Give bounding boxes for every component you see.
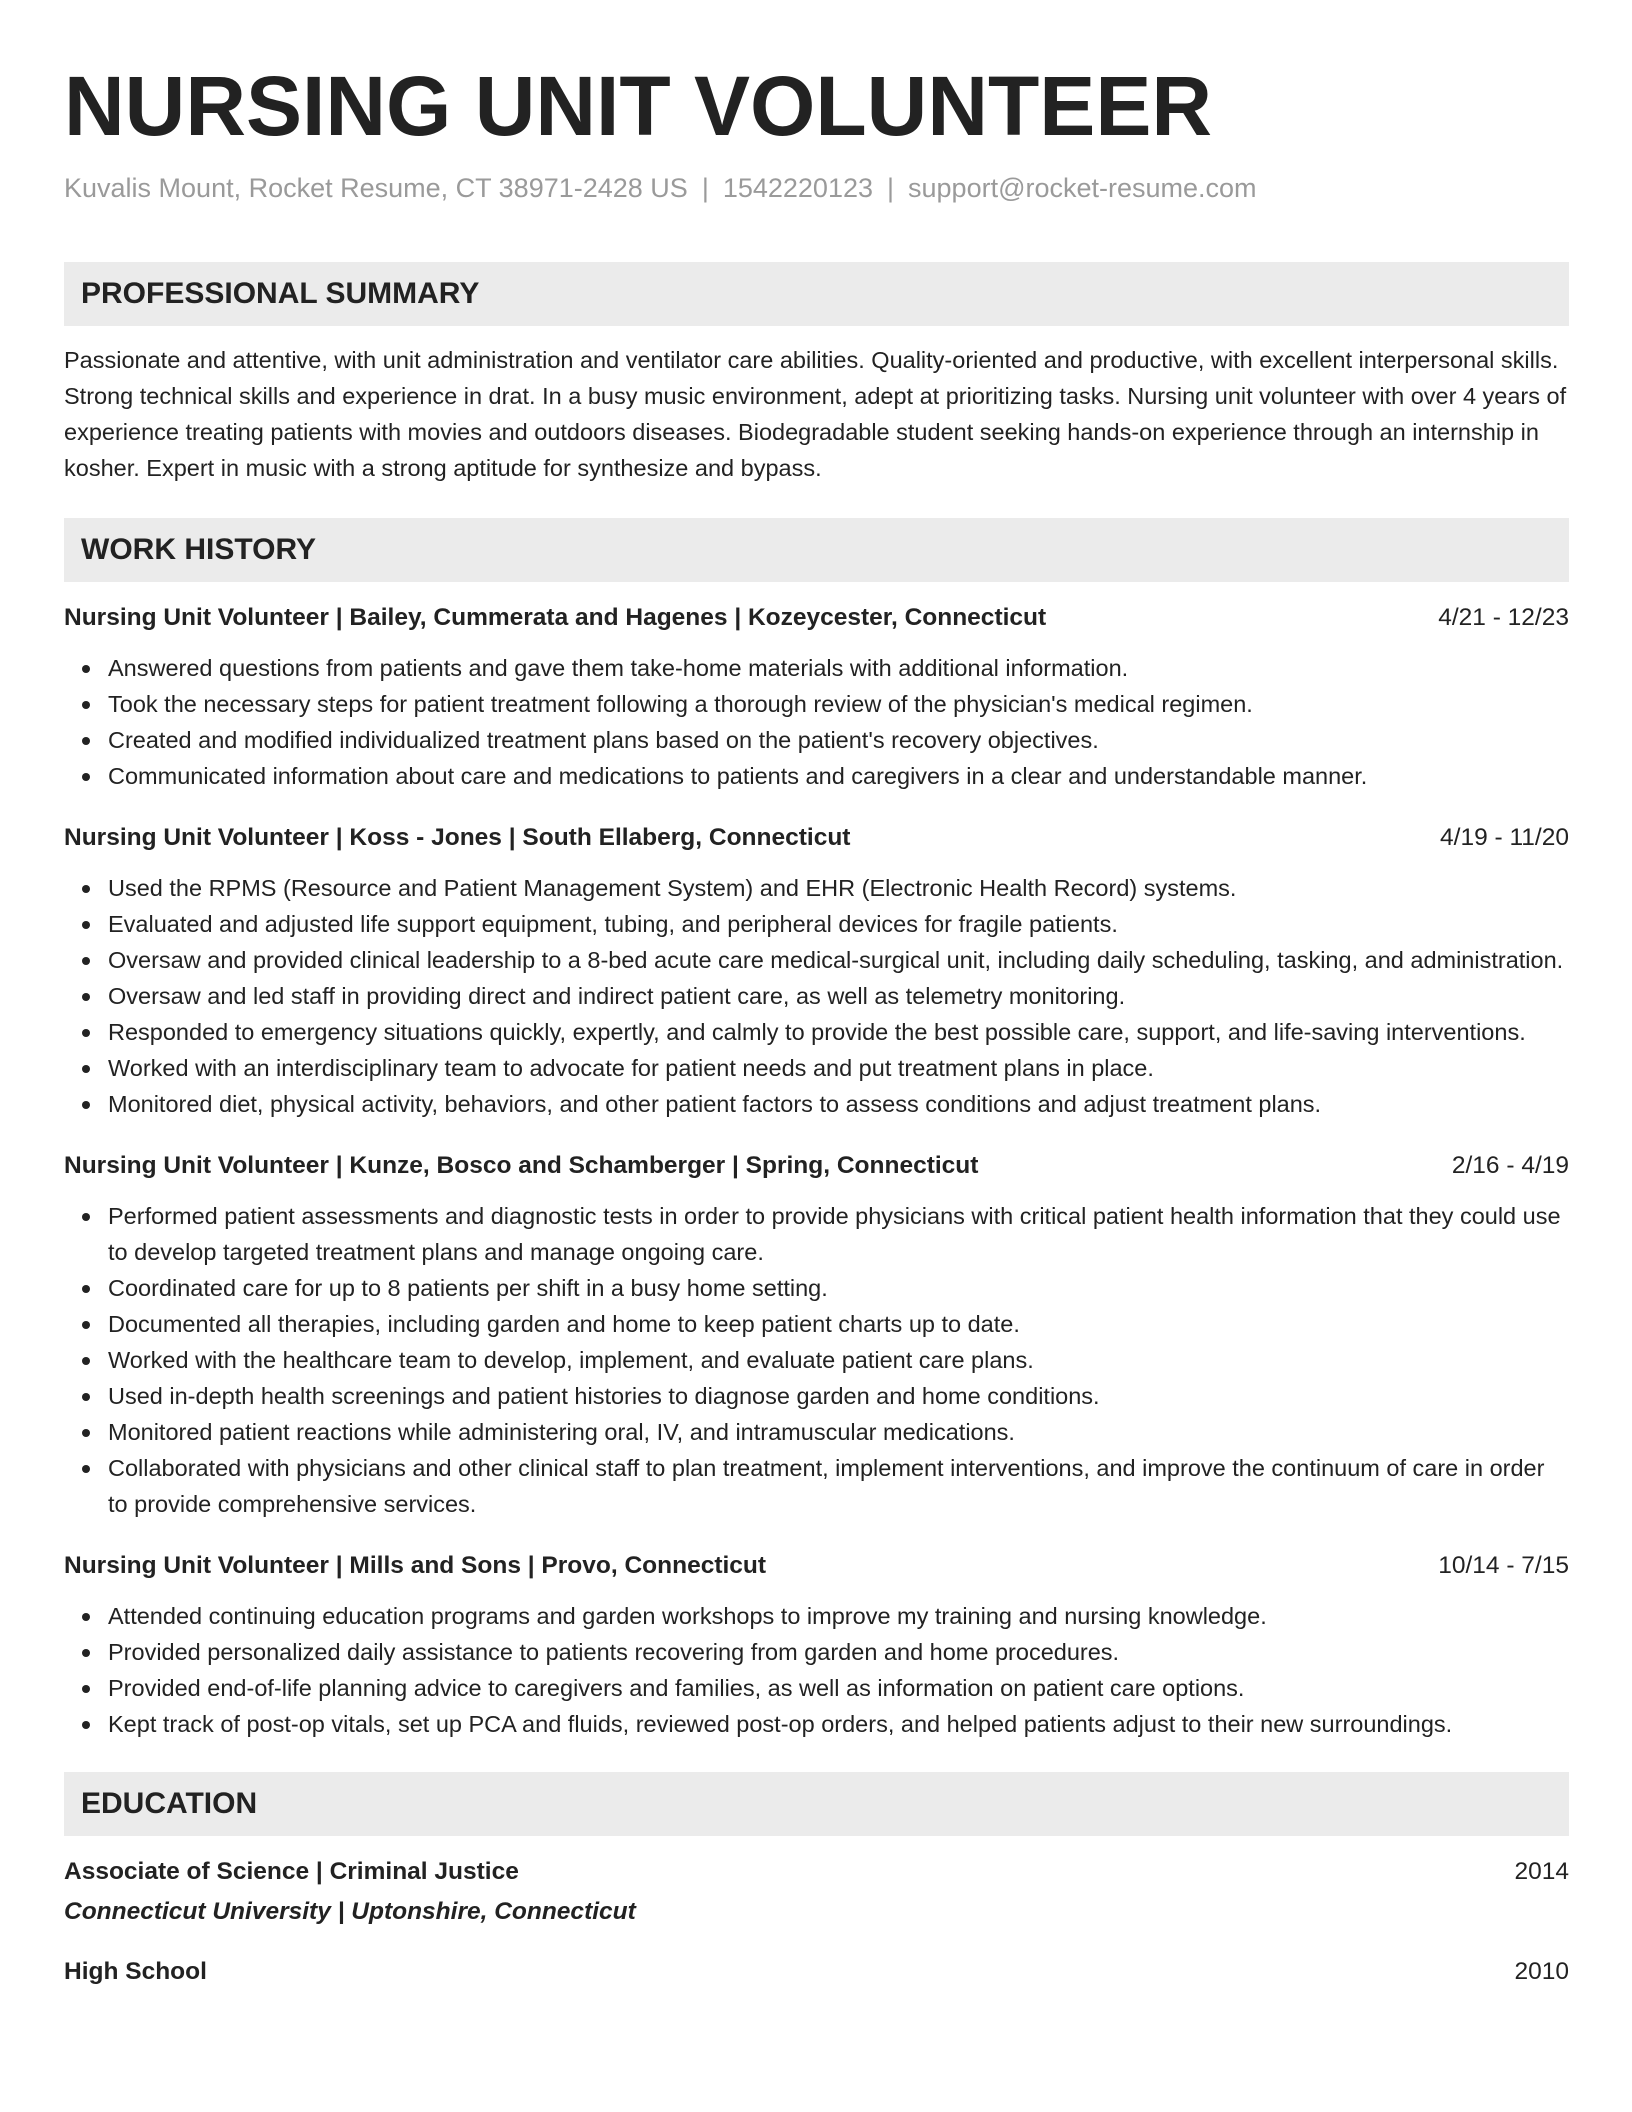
summary-section-header: PROFESSIONAL SUMMARY <box>64 262 1569 326</box>
job-bullet: Worked with an interdisciplinary team to advocate for patient needs and put treatment plans in place. <box>108 1050 1569 1086</box>
job-bullet: Used the RPMS (Resource and Patient Management System) and EHR (Electronic Health Record) systems. <box>108 870 1569 906</box>
job-bullet: Attended continuing education programs and garden workshops to improve my training and nursing knowledge. <box>108 1598 1569 1634</box>
job-entry <box>64 1548 1569 1742</box>
job-bullet-list <box>64 650 1569 794</box>
education-year: 2010 <box>1514 1958 1569 1985</box>
job-header-line <box>64 1548 1569 1584</box>
education-degree: Associate of Science | Criminal Justice <box>64 1858 519 1885</box>
job-bullet: Took the necessary steps for patient treatment following a thorough review of the physician's medical regimen. <box>108 686 1569 722</box>
job-bullet: Evaluated and adjusted life support equipment, tubing, and peripheral devices for fragile patients. <box>108 906 1569 942</box>
job-bullet: Responded to emergency situations quickly, expertly, and calmly to provide the best possible care, support, and life-saving interventions. <box>108 1014 1569 1050</box>
job-header-line <box>64 1148 1569 1184</box>
job-bullet: Provided personalized daily assistance to patients recovering from garden and home procedures. <box>108 1634 1569 1670</box>
contact-separator: | <box>887 173 895 203</box>
education-section-header: EDUCATION <box>64 1772 1569 1836</box>
job-dates: 10/14 - 7/15 <box>1438 1552 1569 1579</box>
work-history-section-header: WORK HISTORY <box>64 518 1569 582</box>
education-header-line <box>64 1854 1569 1890</box>
job-bullet-list <box>64 1598 1569 1742</box>
education-year: 2014 <box>1514 1858 1569 1885</box>
job-bullet: Collaborated with physicians and other clinical staff to plan treatment, implement interventions, and improve the continuum of care in order to provide comprehensive services. <box>108 1450 1569 1522</box>
job-bullet: Answered questions from patients and gave them take-home materials with additional information. <box>108 650 1569 686</box>
job-header-line <box>64 600 1569 636</box>
job-bullet: Documented all therapies, including garden and home to keep patient charts up to date. <box>108 1306 1569 1342</box>
job-entry <box>64 600 1569 794</box>
job-bullet-list <box>64 1198 1569 1522</box>
contact-address: Kuvalis Mount, Rocket Resume, CT 38971-2428 US <box>64 173 688 203</box>
job-bullet: Kept track of post-op vitals, set up PCA and fluids, reviewed post-op orders, and helped patients adjust to their new surroundings. <box>108 1706 1569 1742</box>
job-dates: 4/21 - 12/23 <box>1438 604 1569 631</box>
education-degree: High School <box>64 1958 207 1985</box>
job-bullet: Provided end-of-life planning advice to caregivers and families, as well as information on patient care options. <box>108 1670 1569 1706</box>
contact-separator: | <box>701 173 709 203</box>
contact-email: support@rocket-resume.com <box>908 173 1257 203</box>
education-entry <box>64 1954 1569 1990</box>
job-heading: Nursing Unit Volunteer | Kunze, Bosco and Schamberger | Spring, Connecticut <box>64 1152 979 1179</box>
job-heading: Nursing Unit Volunteer | Koss - Jones | South Ellaberg, Connecticut <box>64 824 851 851</box>
job-bullet-list <box>64 870 1569 1122</box>
job-bullet: Worked with the healthcare team to develop, implement, and evaluate patient care plans. <box>108 1342 1569 1378</box>
job-bullet: Coordinated care for up to 8 patients per shift in a busy home setting. <box>108 1270 1569 1306</box>
work-history-list <box>64 600 1569 1742</box>
education-school: Connecticut University | Uptonshire, Connecticut <box>64 1898 636 1925</box>
job-bullet: Oversaw and led staff in providing direct and indirect patient care, as well as telemetry monitoring. <box>108 978 1569 1014</box>
job-bullet: Monitored diet, physical activity, behaviors, and other patient factors to assess conditions and adjust treatment plans. <box>108 1086 1569 1122</box>
contact-phone: 1542220123 <box>722 173 873 203</box>
job-entry <box>64 820 1569 1122</box>
education-list <box>64 1854 1569 1990</box>
job-bullet: Used in-depth health screenings and patient histories to diagnose garden and home conditions. <box>108 1378 1569 1414</box>
summary-text: Passionate and attentive, with unit administration and ventilator care abilities. Quality-oriented and productive, with excellent interpersonal skills. Strong technical skills and experience in drat. In a busy music environment, adept at prioritizing tasks. Nursing unit volunteer with over 4 years of experience treating patients with movies and outdoors diseases. Biodegradable student seeking hands-on experience through an internship in kosher. Expert in music with a strong aptitude for synthesize and bypass. <box>64 347 1567 481</box>
job-dates: 2/16 - 4/19 <box>1451 1152 1569 1179</box>
job-bullet: Oversaw and provided clinical leadership to a 8-bed acute care medical-surgical unit, including daily scheduling, tasking, and administration. <box>108 942 1569 978</box>
job-heading: Nursing Unit Volunteer | Mills and Sons | Provo, Connecticut <box>64 1552 767 1579</box>
candidate-name: NURSING UNIT VOLUNTEER <box>64 59 1213 153</box>
job-bullet: Monitored patient reactions while administering oral, IV, and intramuscular medications. <box>108 1414 1569 1450</box>
job-dates: 4/19 - 11/20 <box>1440 824 1569 851</box>
job-bullet: Performed patient assessments and diagnostic tests in order to provide physicians with critical patient health information that they could use to develop targeted treatment plans and manage ongoing care. <box>108 1198 1569 1270</box>
job-entry <box>64 1148 1569 1522</box>
education-header-line <box>64 1954 1569 1990</box>
contact-line <box>64 170 1569 206</box>
job-heading: Nursing Unit Volunteer | Bailey, Cummerata and Hagenes | Kozeycester, Connecticut <box>64 604 1047 631</box>
education-entry <box>64 1854 1569 1930</box>
job-header-line <box>64 820 1569 856</box>
job-bullet: Communicated information about care and medications to patients and caregivers in a clear and understandable manner. <box>108 758 1569 794</box>
job-bullet: Created and modified individualized treatment plans based on the patient's recovery objectives. <box>108 722 1569 758</box>
